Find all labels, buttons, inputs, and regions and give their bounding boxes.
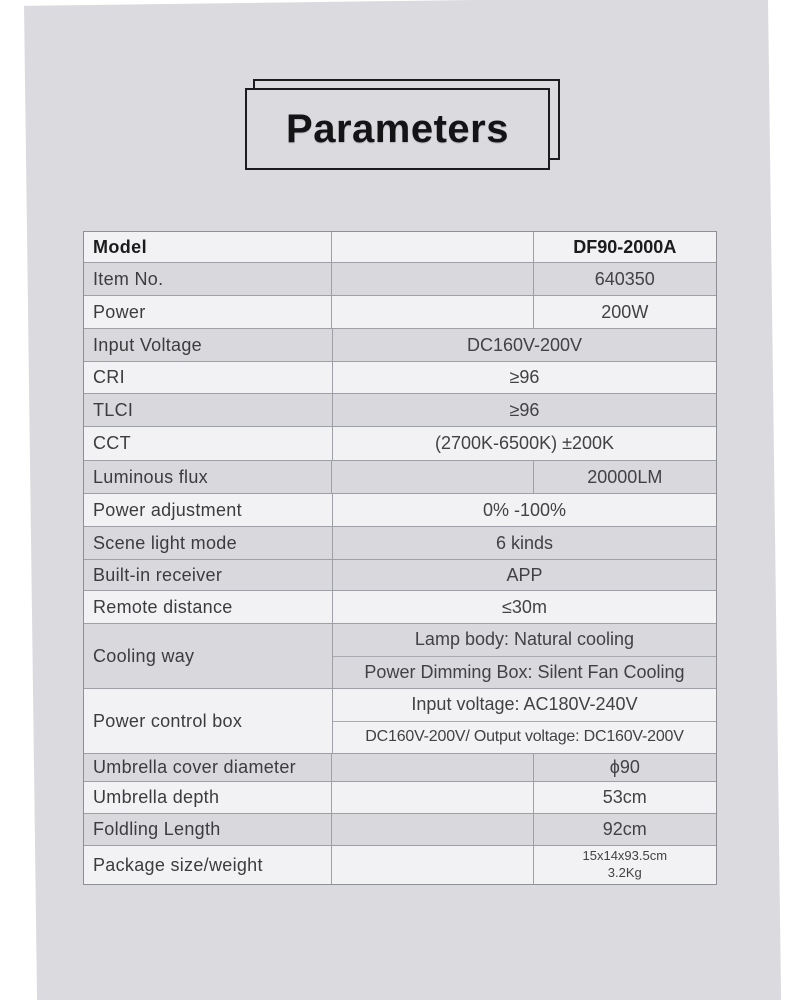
spec-value: Lamp body: Natural cooling	[333, 624, 716, 657]
spec-value: Power Dimming Box: Silent Fan Cooling	[364, 661, 685, 682]
spec-label: Power	[93, 301, 146, 322]
spec-label: Power adjustment	[93, 499, 242, 520]
spec-value: (2700K-6500K) ±200K	[332, 427, 716, 460]
spec-value: ≥96	[332, 394, 716, 426]
spec-value: ≥96	[332, 362, 716, 393]
table-row	[84, 394, 716, 427]
table-row	[84, 814, 716, 846]
package-size: 15x14x93.5cm	[582, 848, 668, 864]
table-row	[84, 232, 716, 263]
spec-value: DF90-2000A	[533, 232, 716, 262]
spec-label: CRI	[93, 367, 125, 387]
spec-value: ≤30m	[332, 591, 716, 623]
table-row	[84, 560, 716, 591]
spec-value: 6 kinds	[332, 527, 716, 559]
title-section	[0, 0, 800, 200]
spec-label: Umbrella depth	[93, 787, 220, 807]
spec-spacer	[331, 263, 532, 295]
spec-label: Power control box	[93, 710, 243, 731]
spec-label: Scene light mode	[93, 532, 237, 553]
table-row	[84, 362, 716, 394]
spec-label: Luminous flux	[93, 466, 208, 487]
spec-label: Package size/weight	[93, 854, 263, 875]
spec-value: ϕ90	[533, 754, 716, 781]
table-row	[84, 461, 716, 494]
spec-label: Cooling way	[93, 645, 195, 666]
table-row	[84, 591, 716, 624]
parameters-table	[83, 231, 717, 885]
spec-label: TLCI	[93, 399, 134, 420]
spec-label: Built-in receiver	[93, 564, 223, 585]
spec-spacer	[331, 754, 532, 781]
spec-value: 200W	[533, 296, 716, 328]
spec-spacer	[331, 232, 532, 262]
spec-spacer	[331, 782, 532, 813]
spec-label: Remote distance	[93, 596, 233, 617]
spec-value: APP	[332, 560, 716, 590]
table-row	[84, 296, 716, 329]
page-title: Parameters	[286, 106, 509, 151]
package-weight: 3.2Kg	[607, 865, 642, 880]
spec-label: Umbrella cover diameter	[93, 757, 296, 777]
table-row	[84, 754, 716, 782]
table-row	[84, 263, 716, 296]
spec-spacer	[331, 296, 532, 328]
spec-value: 0% -100%	[332, 494, 716, 526]
spec-value: 53cm	[533, 782, 716, 813]
spec-value: DC160V-200V	[332, 329, 716, 361]
spec-value: DC160V-200V/ Output voltage: DC160V-200V	[365, 728, 684, 746]
table-row	[84, 782, 716, 814]
spec-value: 92cm	[533, 814, 716, 845]
spec-value: Input voltage: AC180V-240V	[333, 689, 716, 722]
spec-value: 20000LM	[533, 461, 716, 493]
table-row	[84, 427, 716, 461]
spec-spacer	[331, 846, 532, 884]
table-row	[84, 689, 716, 754]
spec-value: 640350	[533, 263, 716, 295]
spec-label: Input Voltage	[93, 334, 202, 355]
spec-label: CCT	[93, 433, 131, 453]
spec-value	[533, 846, 716, 884]
table-row	[84, 527, 716, 560]
spec-label: Item No.	[93, 268, 164, 289]
table-row	[84, 846, 716, 884]
spec-spacer	[331, 814, 532, 845]
table-row	[84, 329, 716, 362]
spec-label: Foldling Length	[93, 819, 221, 839]
title-front-frame	[245, 88, 550, 170]
table-row	[84, 624, 716, 689]
spec-label: Model	[93, 236, 147, 257]
spec-subvalues	[332, 689, 716, 753]
spec-subvalues	[332, 624, 716, 688]
table-row	[84, 494, 716, 527]
spec-spacer	[331, 461, 532, 493]
